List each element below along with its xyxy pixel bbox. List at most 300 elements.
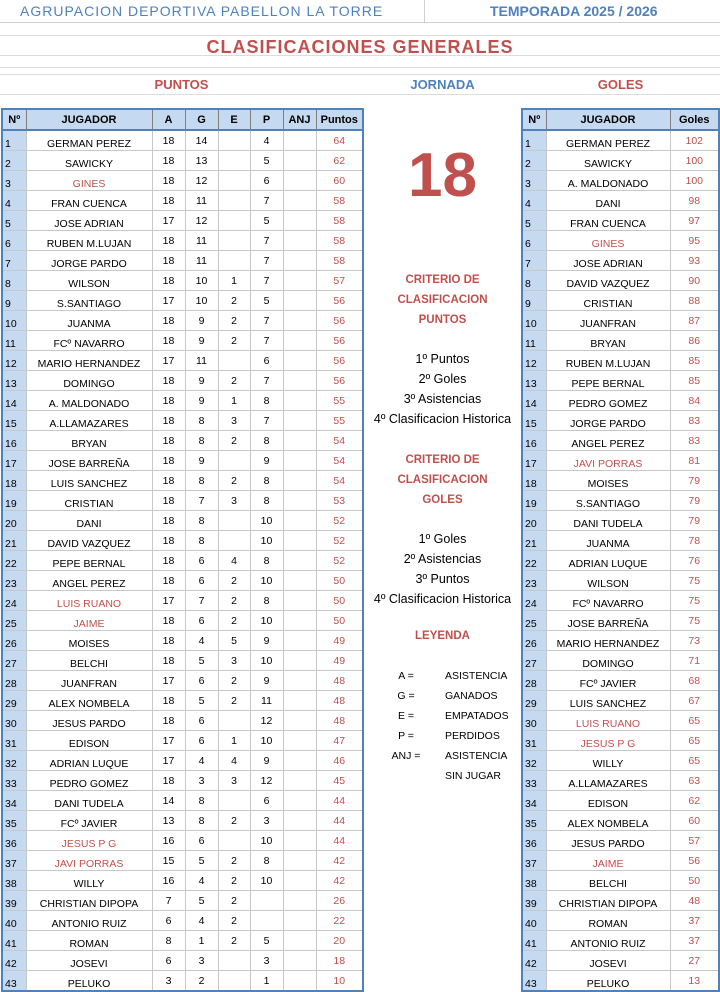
stat-cell: 8 [185, 531, 218, 551]
player-name-cell: JORGE PARDO [546, 411, 670, 431]
table-row [2, 251, 363, 271]
stat-cell: 7 [250, 191, 283, 211]
points-cell: 60 [316, 171, 363, 191]
stat-cell: 10 [185, 271, 218, 291]
table-row [522, 211, 719, 231]
stat-cell: 10 [250, 831, 283, 851]
rank-cell: 38 [2, 871, 26, 891]
stat-cell [283, 511, 316, 531]
points-cell: 55 [316, 391, 363, 411]
criteria-points-list [364, 349, 521, 429]
stat-cell: 2 [218, 871, 250, 891]
goals-cell: 78 [670, 531, 719, 551]
table-row [2, 551, 363, 571]
rank-cell: 20 [522, 511, 546, 531]
table-row [2, 931, 363, 951]
player-name-cell: JUANMA [26, 311, 152, 331]
player-name-cell: PELUKO [26, 971, 152, 992]
rank-cell: 26 [2, 631, 26, 651]
stat-cell [283, 491, 316, 511]
stat-cell: 10 [250, 651, 283, 671]
rank-cell: 24 [522, 591, 546, 611]
stat-cell [218, 211, 250, 231]
table-row [2, 391, 363, 411]
table-row [522, 251, 719, 271]
rank-cell: 8 [522, 271, 546, 291]
stat-cell: 17 [152, 751, 185, 771]
rank-cell: 21 [522, 531, 546, 551]
player-name-cell: DANI TUDELA [26, 791, 152, 811]
table-row [522, 291, 719, 311]
rank-cell: 12 [522, 351, 546, 371]
table-row [2, 431, 363, 451]
goals-cell: 68 [670, 671, 719, 691]
stat-cell: 4 [185, 911, 218, 931]
rank-cell: 20 [2, 511, 26, 531]
stat-cell: 10 [250, 871, 283, 891]
stat-cell: 3 [250, 951, 283, 971]
stat-cell: 1 [218, 391, 250, 411]
matchday-number: 18 [408, 141, 477, 210]
points-cell: 56 [316, 371, 363, 391]
rank-cell: 35 [2, 811, 26, 831]
rank-cell: 36 [2, 831, 26, 851]
goals-cell: 65 [670, 751, 719, 771]
table-row [2, 631, 363, 651]
column-header: Nº [522, 109, 546, 130]
stat-cell: 6 [185, 571, 218, 591]
stat-cell [283, 891, 316, 911]
player-name-cell: ALEX NOMBELA [546, 811, 670, 831]
legend-key: E = [397, 710, 415, 722]
rank-cell: 39 [522, 891, 546, 911]
table-row [2, 130, 363, 151]
stat-cell: 10 [185, 291, 218, 311]
player-name-cell: SAWICKY [546, 151, 670, 171]
rank-cell: 2 [2, 151, 26, 171]
stat-cell [283, 811, 316, 831]
stat-cell: 18 [152, 331, 185, 351]
player-name-cell: BRYAN [546, 331, 670, 351]
player-name-cell: LUIS RUANO [546, 711, 670, 731]
stat-cell [283, 471, 316, 491]
stat-cell: 5 [218, 631, 250, 651]
table-row [2, 511, 363, 531]
table-row [2, 351, 363, 371]
table-row [2, 571, 363, 591]
goals-cell: 65 [670, 711, 719, 731]
stat-cell: 9 [185, 391, 218, 411]
stat-cell [283, 451, 316, 471]
player-name-cell: ALEX NOMBELA [26, 691, 152, 711]
rank-cell: 39 [2, 891, 26, 911]
rank-cell: 15 [522, 411, 546, 431]
goals-cell: 81 [670, 451, 719, 471]
stat-cell: 18 [152, 471, 185, 491]
section-goals: GOLES [597, 77, 644, 92]
table-row [2, 651, 363, 671]
table-row [522, 911, 719, 931]
points-cell: 54 [316, 471, 363, 491]
club-name: AGRUPACION DEPORTIVA PABELLON LA TORRE [20, 3, 384, 19]
table-row [2, 491, 363, 511]
stat-cell: 18 [152, 571, 185, 591]
stat-cell [218, 251, 250, 271]
stat-cell [283, 771, 316, 791]
stat-cell: 6 [185, 611, 218, 631]
player-name-cell: JOSE ADRIAN [546, 251, 670, 271]
stat-cell: 17 [152, 351, 185, 371]
stat-cell: 18 [152, 171, 185, 191]
player-name-cell: DOMINGO [546, 651, 670, 671]
rank-cell: 17 [2, 451, 26, 471]
stat-cell: 18 [152, 611, 185, 631]
stat-cell [218, 971, 250, 992]
player-name-cell: JAVI PORRAS [26, 851, 152, 871]
criteria-title-line: PUNTOS [418, 314, 467, 326]
stat-cell: 18 [152, 691, 185, 711]
column-header: Nº [2, 109, 26, 130]
rank-cell: 15 [2, 411, 26, 431]
goals-cell: 83 [670, 431, 719, 451]
player-name-cell: ANGEL PEREZ [546, 431, 670, 451]
stat-cell [283, 631, 316, 651]
stat-cell: 9 [250, 671, 283, 691]
player-name-cell: JAIME [26, 611, 152, 631]
table-row [522, 130, 719, 151]
rank-cell: 42 [2, 951, 26, 971]
stat-cell: 7 [250, 271, 283, 291]
rank-cell: 41 [2, 931, 26, 951]
table-row [522, 651, 719, 671]
player-name-cell: BELCHI [26, 651, 152, 671]
table-row [522, 631, 719, 651]
stat-cell [283, 791, 316, 811]
rank-cell: 31 [2, 731, 26, 751]
rank-cell: 34 [2, 791, 26, 811]
stat-cell: 10 [250, 511, 283, 531]
rank-cell: 23 [522, 571, 546, 591]
points-cell: 44 [316, 791, 363, 811]
player-name-cell: ANGEL PEREZ [26, 571, 152, 591]
stat-cell: 8 [185, 411, 218, 431]
stat-cell [283, 431, 316, 451]
legend-value: EMPATADOS [445, 710, 509, 722]
stat-cell [283, 551, 316, 571]
points-cell: 47 [316, 731, 363, 751]
rank-cell: 1 [522, 130, 546, 151]
player-name-cell: ADRIAN LUQUE [26, 751, 152, 771]
column-header: JUGADOR [26, 109, 152, 130]
stat-cell: 11 [185, 351, 218, 371]
stat-cell: 5 [185, 851, 218, 871]
table-row [2, 371, 363, 391]
goals-cell: 84 [670, 391, 719, 411]
rank-cell: 16 [2, 431, 26, 451]
table-row [2, 611, 363, 631]
table-row [2, 531, 363, 551]
stat-cell: 6 [185, 711, 218, 731]
stat-cell: 8 [250, 391, 283, 411]
points-cell: 49 [316, 651, 363, 671]
stat-cell: 13 [152, 811, 185, 831]
criteria-item: 4º Clasificacion Historica [373, 412, 512, 426]
player-name-cell: JOSE BARREÑA [26, 451, 152, 471]
stat-cell: 9 [250, 451, 283, 471]
stat-cell: 2 [218, 331, 250, 351]
grid-line [0, 74, 720, 75]
stat-cell: 11 [250, 691, 283, 711]
stat-cell: 3 [218, 491, 250, 511]
stat-cell: 12 [250, 771, 283, 791]
player-name-cell: MARIO HERNANDEZ [26, 351, 152, 371]
rank-cell: 9 [522, 291, 546, 311]
rank-cell: 13 [522, 371, 546, 391]
stat-cell: 8 [185, 791, 218, 811]
table-row [522, 611, 719, 631]
rank-cell: 18 [522, 471, 546, 491]
points-cell: 62 [316, 151, 363, 171]
stat-cell: 18 [152, 371, 185, 391]
stat-cell: 4 [185, 631, 218, 651]
player-name-cell: DAVID VAZQUEZ [546, 271, 670, 291]
column-header: ANJ [283, 109, 316, 130]
rank-cell: 38 [522, 871, 546, 891]
stat-cell: 8 [250, 471, 283, 491]
criteria-item: 2º Asistencias [403, 552, 482, 566]
table-row [2, 271, 363, 291]
stat-cell: 8 [185, 811, 218, 831]
table-row [522, 351, 719, 371]
criteria-title-line: CRITERIO DE [405, 454, 480, 466]
stat-cell: 2 [218, 311, 250, 331]
criteria-goals-list [364, 529, 521, 609]
stat-cell [218, 951, 250, 971]
stat-cell [283, 611, 316, 631]
table-row [2, 851, 363, 871]
points-cell: 55 [316, 411, 363, 431]
rank-cell: 23 [2, 571, 26, 591]
player-name-cell: ANTONIO RUIZ [546, 931, 670, 951]
table-row [522, 571, 719, 591]
rank-cell: 1 [2, 130, 26, 151]
player-name-cell: GERMAN PEREZ [26, 130, 152, 151]
stat-cell [283, 571, 316, 591]
player-name-cell: RUBEN M.LUJAN [26, 231, 152, 251]
player-name-cell: WILLY [26, 871, 152, 891]
stat-cell [283, 531, 316, 551]
player-name-cell: MOISES [546, 471, 670, 491]
stat-cell: 7 [250, 371, 283, 391]
stat-cell [250, 911, 283, 931]
points-cell: 54 [316, 431, 363, 451]
player-name-cell: DAVID VAZQUEZ [26, 531, 152, 551]
stat-cell: 13 [185, 151, 218, 171]
table-row [522, 711, 719, 731]
stat-cell [218, 351, 250, 371]
player-name-cell: JOSEVI [546, 951, 670, 971]
stat-cell: 3 [218, 651, 250, 671]
stat-cell [218, 831, 250, 851]
table-row [522, 771, 719, 791]
table-row [522, 491, 719, 511]
player-name-cell: WILSON [546, 571, 670, 591]
rank-cell: 28 [2, 671, 26, 691]
stat-cell: 7 [250, 331, 283, 351]
player-name-cell: FCº JAVIER [546, 671, 670, 691]
goals-cell: 88 [670, 291, 719, 311]
rank-cell: 40 [2, 911, 26, 931]
stat-cell: 1 [185, 931, 218, 951]
stat-cell: 18 [152, 771, 185, 791]
goals-cell: 71 [670, 651, 719, 671]
rank-cell: 6 [522, 231, 546, 251]
table-row [522, 751, 719, 771]
rank-cell: 18 [2, 471, 26, 491]
stat-cell: 6 [250, 351, 283, 371]
stat-cell: 12 [185, 211, 218, 231]
rank-cell: 19 [522, 491, 546, 511]
stat-cell: 18 [152, 631, 185, 651]
points-cell: 54 [316, 451, 363, 471]
stat-cell [283, 711, 316, 731]
rank-cell: 5 [2, 211, 26, 231]
stat-cell: 18 [152, 711, 185, 731]
stat-cell: 1 [218, 271, 250, 291]
table-row [522, 431, 719, 451]
rank-cell: 4 [2, 191, 26, 211]
rank-cell: 26 [522, 631, 546, 651]
stat-cell: 17 [152, 211, 185, 231]
page-title: CLASIFICACIONES GENERALES [206, 37, 514, 57]
table-row [522, 451, 719, 471]
stat-cell [218, 130, 250, 151]
goals-cell: 75 [670, 611, 719, 631]
player-name-cell: PELUKO [546, 971, 670, 992]
points-cell: 18 [316, 951, 363, 971]
points-cell: 20 [316, 931, 363, 951]
rank-cell: 41 [522, 931, 546, 951]
table-row [2, 711, 363, 731]
player-name-cell: WILSON [26, 271, 152, 291]
stat-cell [283, 731, 316, 751]
stat-cell [283, 951, 316, 971]
grid-line [0, 94, 720, 95]
stat-cell: 17 [152, 291, 185, 311]
player-name-cell: ADRIAN LUQUE [546, 551, 670, 571]
goals-cell: 50 [670, 871, 719, 891]
stat-cell: 11 [185, 231, 218, 251]
stat-cell: 3 [250, 811, 283, 831]
rank-cell: 43 [2, 971, 26, 992]
stat-cell: 2 [218, 291, 250, 311]
player-name-cell: S.SANTIAGO [26, 291, 152, 311]
goals-cell: 87 [670, 311, 719, 331]
player-name-cell: JESUS P G [546, 731, 670, 751]
stat-cell: 5 [250, 931, 283, 951]
legend-value: SIN JUGAR [445, 770, 502, 782]
goals-cell: 85 [670, 371, 719, 391]
stat-cell [283, 151, 316, 171]
legend-key: ANJ = [391, 750, 421, 762]
legend-value: ASISTENCIA [445, 670, 508, 682]
rank-cell: 10 [522, 311, 546, 331]
stat-cell: 5 [185, 891, 218, 911]
stat-cell: 9 [250, 631, 283, 651]
goals-cell: 73 [670, 631, 719, 651]
stat-cell: 8 [250, 851, 283, 871]
table-row [2, 331, 363, 351]
stat-cell: 18 [152, 411, 185, 431]
stat-cell [283, 271, 316, 291]
stat-cell: 7 [250, 251, 283, 271]
rank-cell: 22 [2, 551, 26, 571]
player-name-cell: PEDRO GOMEZ [26, 771, 152, 791]
rank-cell: 21 [2, 531, 26, 551]
player-name-cell: RUBEN M.LUJAN [546, 351, 670, 371]
stat-cell: 3 [218, 411, 250, 431]
rank-cell: 14 [522, 391, 546, 411]
points-cell: 26 [316, 891, 363, 911]
criteria-item: 2º Goles [418, 372, 467, 386]
rank-cell: 22 [522, 551, 546, 571]
player-name-cell: JOSE BARREÑA [546, 611, 670, 631]
goals-cell: 67 [670, 691, 719, 711]
table-row [522, 731, 719, 751]
table-row [522, 271, 719, 291]
goals-cell: 75 [670, 571, 719, 591]
stat-cell [218, 191, 250, 211]
goals-cell: 100 [670, 171, 719, 191]
goals-cell: 97 [670, 211, 719, 231]
player-name-cell: JESUS PARDO [26, 711, 152, 731]
stat-cell: 10 [250, 611, 283, 631]
player-name-cell: DANI [546, 191, 670, 211]
player-name-cell: GINES [546, 231, 670, 251]
goals-cell: 57 [670, 831, 719, 851]
player-name-cell: MOISES [26, 631, 152, 651]
stat-cell [283, 751, 316, 771]
stat-cell [283, 391, 316, 411]
player-name-cell: MARIO HERNANDEZ [546, 631, 670, 651]
stat-cell: 14 [185, 130, 218, 151]
table-row [2, 191, 363, 211]
stat-cell: 17 [152, 731, 185, 751]
stat-cell [283, 651, 316, 671]
player-name-cell: JUANMA [546, 531, 670, 551]
stat-cell: 7 [152, 891, 185, 911]
column-header: JUGADOR [546, 109, 670, 130]
criteria-title-line: GOLES [422, 494, 463, 506]
goals-cell: 37 [670, 911, 719, 931]
player-name-cell: JESUS PARDO [546, 831, 670, 851]
table-row [2, 691, 363, 711]
stat-cell: 6 [185, 731, 218, 751]
stat-cell: 17 [152, 671, 185, 691]
points-cell: 42 [316, 851, 363, 871]
stat-cell: 9 [185, 331, 218, 351]
points-cell: 58 [316, 231, 363, 251]
stat-cell: 18 [152, 491, 185, 511]
table-row [2, 151, 363, 171]
rank-cell: 8 [2, 271, 26, 291]
criteria-title-line: CLASIFICACION [397, 474, 488, 486]
stat-cell: 15 [152, 851, 185, 871]
stat-cell [283, 831, 316, 851]
stat-cell: 5 [185, 691, 218, 711]
rank-cell: 5 [522, 211, 546, 231]
stat-cell: 9 [250, 751, 283, 771]
